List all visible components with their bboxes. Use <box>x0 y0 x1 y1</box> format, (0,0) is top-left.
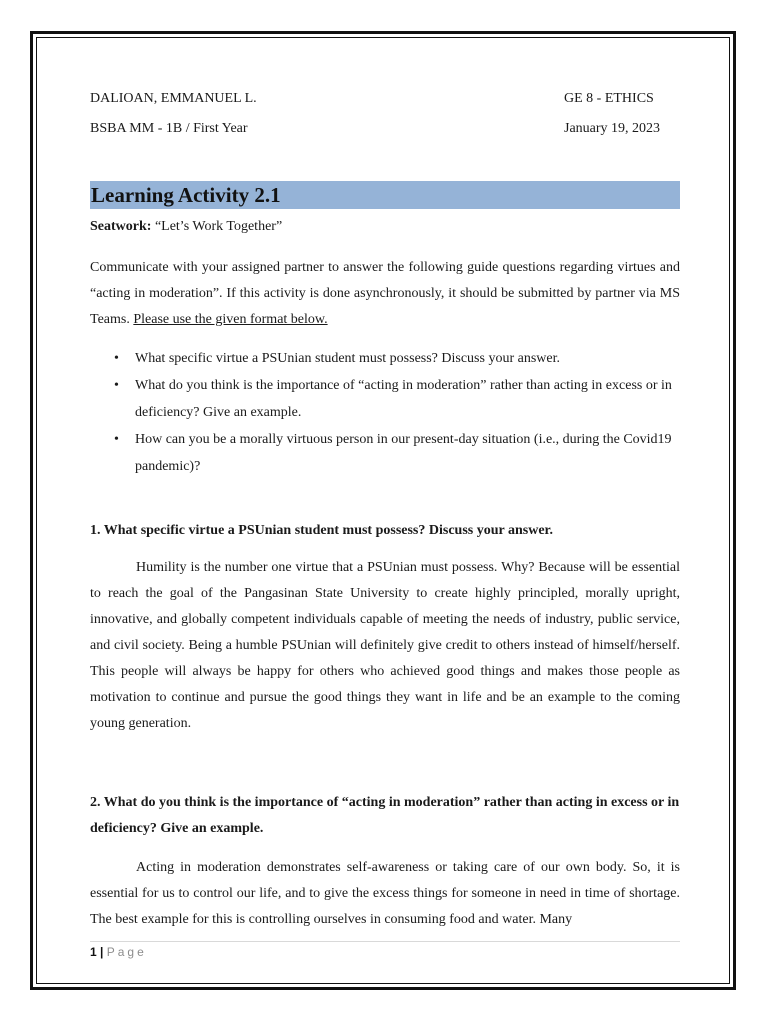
page-label: Page <box>106 945 147 959</box>
guide-questions-list <box>90 345 680 480</box>
page-number: 1 <box>90 945 97 959</box>
answer-1-question: 1. What specific virtue a PSUnian student must possess? Discuss your answer. <box>90 523 553 538</box>
bullet-icon: • <box>114 432 119 447</box>
bullet-icon: • <box>114 351 119 366</box>
answer-1-text: Humility is the number one virtue that a PSUnian must possess. Why? Because will be essential to reach the goal of the Pangasinan State University to create highly principled, morally upright, innovative, and globally competent individuals capable of meeting the needs of industry, public service, and civil society. Being a humble PSUnian will definitely give credit to others instead of himself/herself. This people will always be happy for others who achieved good things and makes those people as motivation to continue and pursue the good things they want in life and be an example to the coming young generation. <box>90 560 680 731</box>
list-item: • What do you think is the importance of “acting in moderation” rather than acting in excess or in deficiency? Give an example. <box>90 372 680 426</box>
submission-date: January 19, 2023 <box>564 121 661 136</box>
student-name: DALIOAN, EMMANUEL L. <box>90 91 257 106</box>
instructions-paragraph <box>90 255 680 333</box>
activity-title: Learning Activity 2.1 <box>90 181 680 209</box>
instructions-text: Communicate with your assigned partner to answer the following guide questions regarding virtues and “acting in moderation”. If this activity is done asynchronously, it should be submitted by partner via MS Teams. <box>90 260 680 327</box>
page-footer <box>90 945 147 959</box>
list-item: • What specific virtue a PSUnian student must possess? Discuss your answer. <box>90 345 680 372</box>
list-item: • How can you be a morally virtuous person in our present-day situation (i.e., during the Covid19 pandemic)? <box>90 426 680 480</box>
seatwork-label: Seatwork: <box>90 219 152 234</box>
footer-divider <box>90 941 680 942</box>
answer-2-text: Acting in moderation demonstrates self-awareness or taking care of our own body. So, it is essential for us to control our life, and to give the excess things for someone in need in time of shortage. The best example for this is controlling ourselves in consuming food and water. Many <box>90 860 680 927</box>
bullet-icon: • <box>114 378 119 393</box>
seatwork-line <box>90 219 282 235</box>
instructions-format-note: Please use the given format below. <box>133 312 328 327</box>
answer-2-question: 2. What do you think is the importance of “acting in moderation” rather than acting in excess or in deficiency? Give an example. <box>90 795 680 836</box>
student-program: BSBA MM - 1B / First Year <box>90 121 248 136</box>
footer-separator: | <box>96 945 107 959</box>
course-code: GE 8 - ETHICS <box>564 91 654 106</box>
seatwork-title: “Let’s Work Together” <box>151 219 283 234</box>
